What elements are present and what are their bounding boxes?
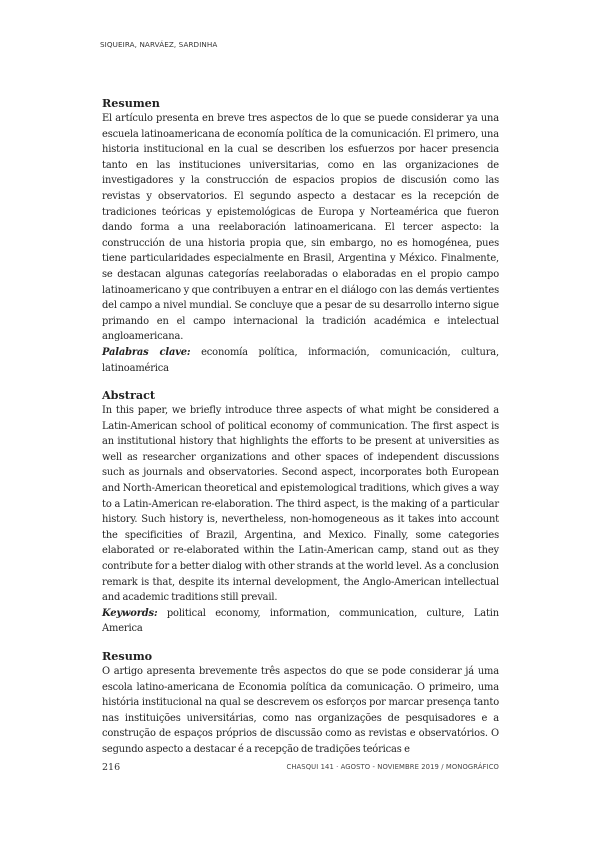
abstract-body: In this paper, we briefly introduce three aspects of what might be considered a Latin-American school of political economy of communication. The first aspect is an institutional history that highlights the efforts to be present at universities as well as researcher organizations and other spaces of independent discussions such as journals and observatories. Second aspect, incorporates both European and North-American theoretical and epistemological traditions, which gives a way to a Latin-American re-elaboration. The third aspect, is the making of a particular history. Such history is, nevertheless, non-homogeneous as it takes into account the specificities of Brazil, Argentina, and Mexico. Finally, some categories elaborated or re-elaborated within the Latin-American camp, stand out as they contribute for a better dialog with other strands at the world level. As a conclusion remark is that, despite its internal development, the Anglo-American intellectual and academic traditions still prevail.	[102, 405, 499, 604]
abstract-keywords	[102, 606, 499, 637]
abstract-heading: Abstract	[102, 388, 156, 403]
keywords-label: Palabras clave:	[102, 346, 191, 358]
article-content	[102, 95, 499, 769]
abstract-section	[102, 387, 499, 637]
resumo-section	[102, 648, 499, 758]
resumo-heading: Resumo	[102, 649, 153, 663]
resumen-section	[102, 95, 499, 376]
keywords-text: economía política, información, comunicación, cultura, latinoamérica	[102, 346, 500, 374]
journal-footer: CHASQUI 141 · AGOSTO - NOVIEMBRE 2019 / MONOGRÁFICO	[286, 763, 499, 771]
page-number: 216	[102, 762, 121, 773]
keywords-label: Keywords:	[102, 607, 158, 619]
keywords-text: political economy, information, communication, culture, Latin America	[102, 607, 500, 635]
resumen-heading: Resumen	[102, 96, 160, 110]
resumen-keywords	[102, 345, 499, 376]
running-head: SIQUEIRA, NARVÁEZ, SARDINHA	[100, 40, 218, 49]
resumo-body: O artigo apresenta brevemente três aspectos do que se pode considerar já uma escola latino-americana de Economia política da comunicação. O primeiro, uma história institucional na qual se descrevem os esforços por marcar presença tanto nas instituições universitárias, como nas organizações de pesquisadores e a construção de espaços próprios de discussão como as revistas e observatórios. O segundo aspecto a destacar é a recepção de tradições teóricas e	[102, 666, 499, 755]
resumen-body: El artículo presenta en breve tres aspectos de lo que se puede considerar ya una escuela latinoamericana de economía política de la comunicación. El primero, una historia institucional en la cual se describen los esfuerzos por hacer presencia tanto en las instituciones universitarias, como en las organizaciones de investigadores y la construcción de espacios propios de discusión como las revistas y observatorios. El segundo aspecto a destacar es la recepción de tradiciones teóricas y epistemológicas de Europa y Norteamérica que fueron dando forma a una reelaboración latinoamericana. El tercer aspecto: la construcción de una historia propia que, sin embargo, no es homogénea, pues tiene particularidades especialmente en Brasil, Argentina y México. Finalmente, se destacan algunas categorías reelaboradas o elaboradas en el propio campo latinoamericano y que contribuyen a entrar en el diálogo con las demás vertientes del campo a nivel mundial. Se concluye que a pesar de su desarrollo interno sigue primando en el campo internacional la tradición académica e intelectual angloamericana.	[102, 113, 499, 343]
